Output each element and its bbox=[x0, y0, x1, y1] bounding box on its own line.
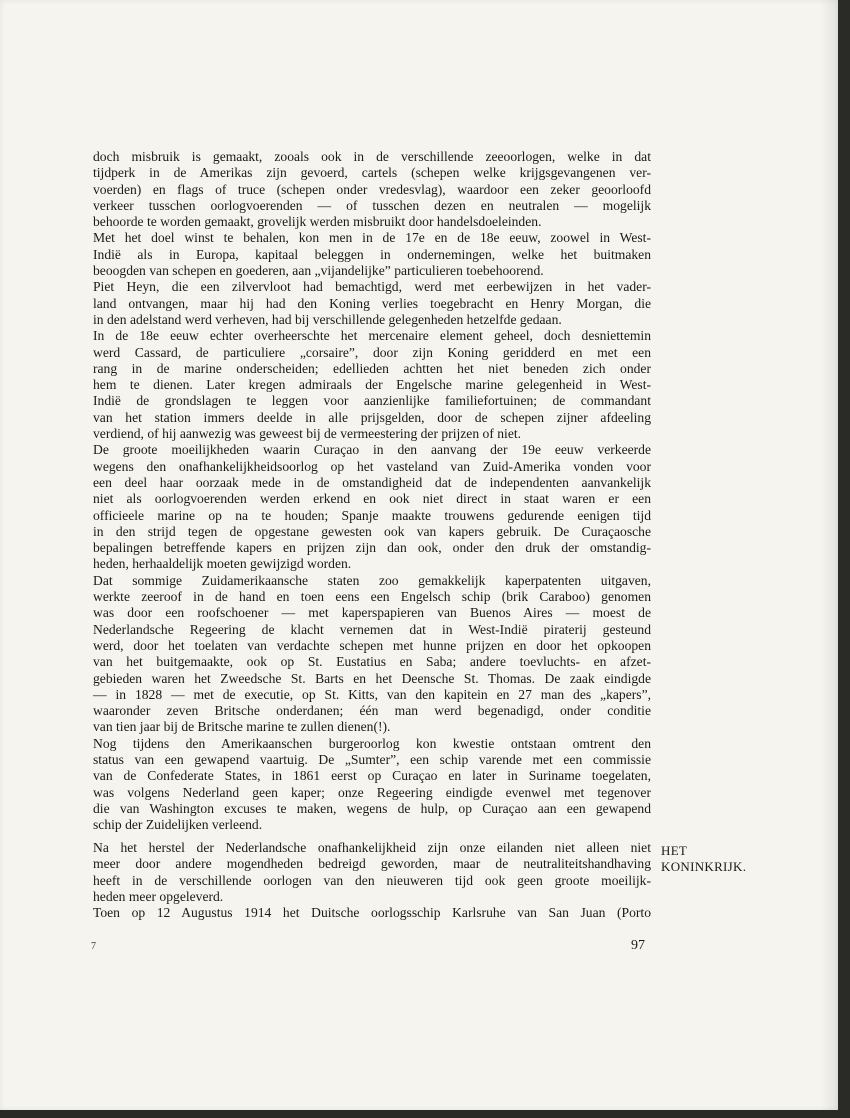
text-line: gebieden waren het Zweedsche St. Barts en het Deensche St. Thomas. De zaak eindigde bbox=[93, 670, 651, 686]
text-line: In de 18e eeuw echter overheerschte het mercenaire element geheel, doch desniettemin bbox=[93, 328, 651, 344]
text-line: — in 1828 — met de executie, op St. Kitts, van den kapitein en 27 man des „kapers”, bbox=[93, 686, 651, 702]
text-line: officieele marine op na te houden; Spanje maakte trouwens gedurende eenigen tijd bbox=[93, 507, 651, 523]
text-line: was volgens Nederland geen kaper; onze Regeering eindigde evenwel met tegenover bbox=[93, 784, 651, 800]
text-line: Met het doel winst te behalen, kon men in de 17e en de 18e eeuw, zoowel in West- bbox=[93, 230, 651, 246]
text-line: heden, herhaaldelijk moeten gewijzigd worden. bbox=[93, 556, 352, 572]
signature-mark: 7 bbox=[91, 941, 96, 952]
text-line: land ontvangen, maar hij had den Koning verlies toegebracht en Henry Morgan, die bbox=[93, 295, 651, 311]
text-line: werd, door het toelaten van verdachte schepen met hunne prijzen en door het opkoopen bbox=[93, 637, 651, 653]
text-line: werd Cassard, de particuliere „corsaire”, door zijn Koning geridderd en met een bbox=[93, 344, 651, 360]
text-line: niet als oorlogvoerenden werden erkend en ook niet direct in staat waren er een bbox=[93, 491, 651, 507]
text-line: in den adelstand werd verheven, had bij verschillende gelegenheden hetzelfde gedaan. bbox=[93, 311, 562, 327]
text-line: Toen op 12 Augustus 1914 het Duitsche oorlogsschip Karlsruhe van San Juan (Porto bbox=[93, 905, 651, 921]
text-line: van het buitgemaakte, ook op St. Eustatius en Saba; andere toevluchts- en afzet- bbox=[93, 654, 651, 670]
text-line: De groote moeilijkheden waarin Curaçao in den aanvang der 19e eeuw verkeerde bbox=[93, 442, 651, 458]
page-number: 97 bbox=[631, 938, 645, 953]
text-line: Na het herstel der Nederlandsche onafhankelijkheid zijn onze eilanden niet alleen niet bbox=[93, 840, 651, 855]
text-line: Piet Heyn, die een zilvervloot had bemachtigd, werd met eerbewijzen in het vader- bbox=[93, 279, 651, 295]
text-block-koninkrijk bbox=[93, 840, 651, 921]
text-line: een deel haar oorzaak mede in de omstandigheid dat de independenten aanvankelijk bbox=[93, 474, 651, 490]
text-line: Dat sommige Zuidamerikaansche staten zoo gemakkelijk kaperpatenten uitgaven, bbox=[93, 572, 651, 588]
text-line: van tien jaar bij de Britsche marine te zullen dienen(!). bbox=[93, 719, 391, 735]
page-edge-shadow bbox=[820, 0, 838, 1110]
margin-heading-line: HET bbox=[661, 843, 688, 858]
margin-heading-line: KONINKRIJK. bbox=[661, 859, 747, 875]
text-line: heden meer opgeleverd. bbox=[93, 888, 224, 904]
text-line: Indië de grondslagen te leggen voor aanzienlijke familiefortuinen; de commandant bbox=[93, 393, 651, 409]
text-line: wegens den onafhankelijkheidsoorlog op het vasteland van Zuid-Amerika vonden voor bbox=[93, 458, 651, 474]
text-line: meer door andere mogendheden bedreigd geworden, maar de neutraliteitshandhaving bbox=[93, 856, 651, 872]
text-line: behoorde te worden gemaakt, grovelijk werden misbruikt door handelsdoeleinden. bbox=[93, 214, 542, 230]
text-line: heeft in de verschillende oorlogen van den nieuweren tijd ook geen groote moeilijk- bbox=[93, 872, 651, 888]
text-line: verdiend, of hij aanwezig was geweest bij de vermeestering der prijzen of niet. bbox=[93, 426, 522, 442]
margin-heading bbox=[661, 843, 746, 876]
text-line: hem te dienen. Later kregen admiraals der Engelsche marine gelegenheid in West- bbox=[93, 377, 651, 393]
text-line: bepalingen betreffende kapers en prijzen zijn dan ook, onder den druk der omstandig- bbox=[93, 540, 651, 556]
text-line: verkeer tusschen oorlogvoerenden — of tusschen dezen en neutralen — mogelijk bbox=[93, 197, 651, 213]
text-line: Nederlandsche Regeering de klacht vernemen dat in West-Indië piraterij gesteund bbox=[93, 621, 651, 637]
text-line: van de Confederate States, in 1861 eerst op Curaçao en later in Suriname toegelaten, bbox=[93, 768, 651, 784]
text-line: tijdperk in de Amerikas zijn gevoerd, cartels (schepen welke krijgsgevangenen ver- bbox=[93, 165, 651, 181]
text-line: van het station immers deelde in alle prijsgelden, door de schepen zijner afdeeling bbox=[93, 409, 651, 425]
text-line: status van een gewapend vaartuig. De „Sumter”, een schip varende met een commissie bbox=[93, 751, 651, 767]
text-line: beoogden van schepen en goederen, aan „vijandelijke” particulieren toebehoorend. bbox=[93, 263, 544, 279]
text-line: doch misbruik is gemaakt, zooals ook in de verschillende zeeoorlogen, welke in dat bbox=[93, 149, 651, 164]
text-line: Nog tijdens den Amerikaanschen burgeroorlog kon kwestie ontstaan omtrent den bbox=[93, 735, 651, 751]
text-block-main bbox=[93, 149, 651, 833]
text-line: waaronder zeven Britsche onderdanen; één man werd begenadigd, onder conditie bbox=[93, 703, 651, 719]
text-line: werkte zeeroof in de hand en toen eens een Engelsch schip (brik Caraboo) genomen bbox=[93, 589, 651, 605]
text-line: Indië als in Europa, kapitaal beleggen in ondernemingen, welke het buitmaken bbox=[93, 246, 651, 262]
text-line: die van Washington excuses te maken, wegens de hulp, op Curaçao aan een gewapend bbox=[93, 800, 651, 816]
text-line: schip der Zuidelijken verleend. bbox=[93, 817, 263, 833]
text-line: was door een roofschoener — met kaperspapieren van Buenos Aires — moest de bbox=[93, 605, 651, 621]
text-line: in den strijd tegen de opgestane gewesten ook van kapers gebruik. De Curaçaosche bbox=[93, 523, 651, 539]
text-line: rang in de marine onderscheiden; edellieden achtten het niet beneden zich onder bbox=[93, 360, 651, 376]
text-line: voerden) en flags of truce (schepen onder vredesvlag), waardoor een zeker geoorloofd bbox=[93, 181, 651, 197]
